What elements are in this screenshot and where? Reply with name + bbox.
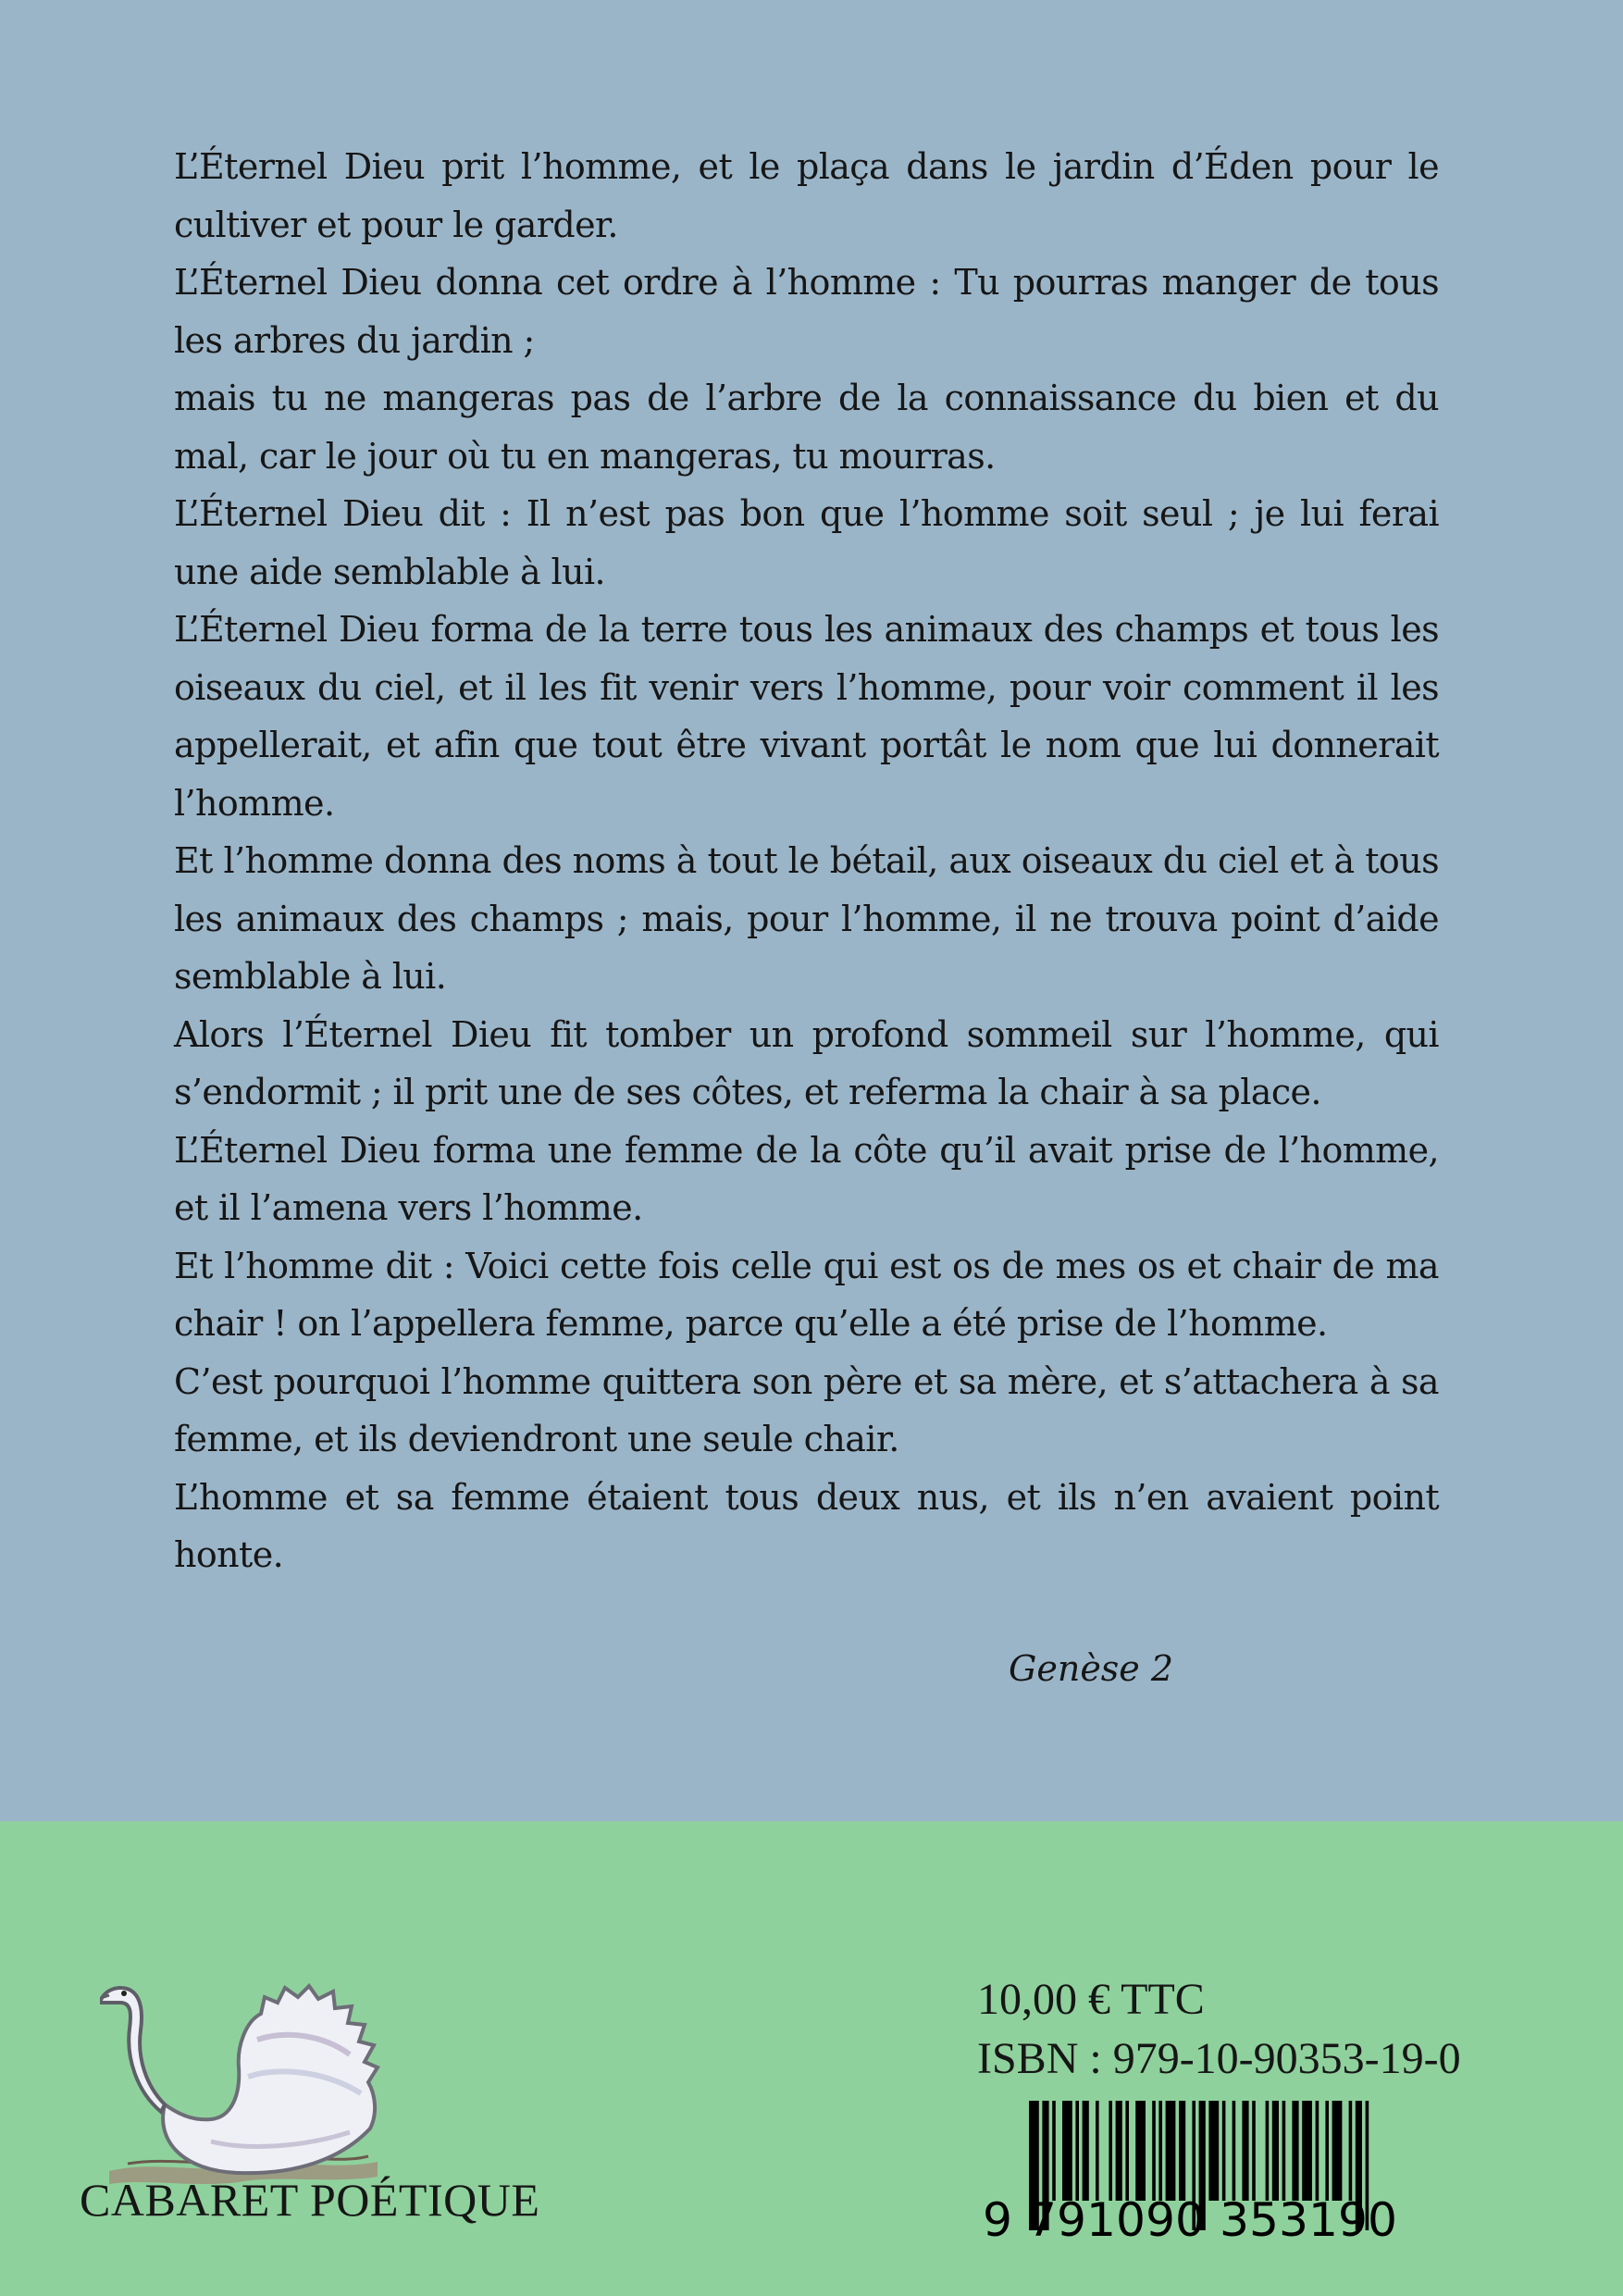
barcode-bar [1242, 2101, 1248, 2201]
barcode-bar [1302, 2101, 1312, 2201]
barcode-digits: 9 791090 353190 [983, 2193, 1397, 2240]
barcode-bar [1075, 2101, 1079, 2201]
barcode-bar [1083, 2101, 1089, 2201]
barcode-bar [1125, 2101, 1129, 2201]
barcode-bar [1062, 2101, 1072, 2201]
isbn: ISBN : 979-10-90353-19-0 [977, 2034, 1461, 2083]
barcode-bar [1166, 2101, 1176, 2201]
citation: Genèse 2 [1009, 1648, 1174, 1689]
paragraph: C’est pourquoi l’homme quittera son père et sa mère, et s’attachera à sa femme, et ils deviendront une seule chair. [174, 1360, 1439, 1459]
paragraph: Et l’homme dit : Voici cette fois celle qui est os de mes os et chair de ma chair ! on l’appellera femme, parce qu’elle a été prise de l’homme. [174, 1245, 1439, 1344]
paragraph: L’Éternel Dieu prit l’homme, et le plaça dans le jardin d’Éden pour le cultiver et pour le garder. [174, 146, 1439, 245]
barcode-bar [1096, 2101, 1099, 2201]
barcode-bar [1152, 2101, 1156, 2201]
paragraph: L’Éternel Dieu forma une femme de la côte qu’il avait prise de l’homme, et il l’amena vers l’homme. [174, 1129, 1439, 1228]
barcode-bar [1222, 2101, 1226, 2201]
barcode-bar [1325, 2101, 1329, 2201]
barcode-bar [1233, 2101, 1236, 2201]
swan-icon [100, 1966, 394, 2192]
barcode-bar [1116, 2101, 1122, 2201]
scripture-text [174, 138, 1439, 1584]
paragraph: Et l’homme donna des noms à tout le bétail, aux oiseaux du ciel et à tous les animaux des champs ; mais, pour l’homme, il ne trouva point d’aide semblable à lui. [174, 840, 1439, 997]
barcode-bar [1332, 2101, 1343, 2201]
barcode [981, 2101, 1399, 2240]
paragraph: L’homme et sa femme étaient tous deux nus, et ils n’en avaient point honte. [174, 1476, 1439, 1575]
paragraph: L’Éternel Dieu dit : Il n’est pas bon que l’homme soit seul ; je lui ferai une aide semblable à lui. [174, 493, 1439, 592]
barcode-bar [1272, 2101, 1279, 2201]
paragraph: L’Éternel Dieu donna cet ordre à l’homme : Tu pourras manger de tous les arbres du jardin ; [174, 262, 1439, 361]
barcode-bar [1208, 2101, 1219, 2201]
barcode-bar [1349, 2101, 1353, 2201]
barcode-bar [1052, 2101, 1056, 2201]
barcode-bar [1282, 2101, 1286, 2201]
barcode-bar [1266, 2101, 1270, 2201]
barcode-bar [1252, 2101, 1256, 2201]
barcode-bar [1292, 2101, 1298, 2201]
price: 10,00 € TTC [977, 1975, 1205, 2024]
barcode-bar [1135, 2101, 1146, 2201]
paragraph: mais tu ne mangeras pas de l’arbre de la connaissance du bien et du mal, car le jour où tu en mangeras, tu mourras. [174, 378, 1439, 477]
paragraph: L’Éternel Dieu forma de la terre tous les animaux des champs et tous les oiseaux du ciel, et il les fit venir vers l’homme, pour voir comment il les appellerait, et afin que tout être vivant portât le nom que lui donnerait l’homme. [174, 609, 1439, 824]
barcode-bar [1109, 2101, 1112, 2201]
publisher-name: CABARET POÉTIQUE [80, 2174, 540, 2226]
paragraph: Alors l’Éternel Dieu fit tomber un profond sommeil sur l’homme, qui s’endormit ; il prit une de ses côtes, et referma la chair à sa place. [174, 1013, 1439, 1112]
barcode-bar [1179, 2101, 1185, 2201]
barcode-bar [1158, 2101, 1162, 2201]
barcode-bar [1316, 2101, 1319, 2201]
